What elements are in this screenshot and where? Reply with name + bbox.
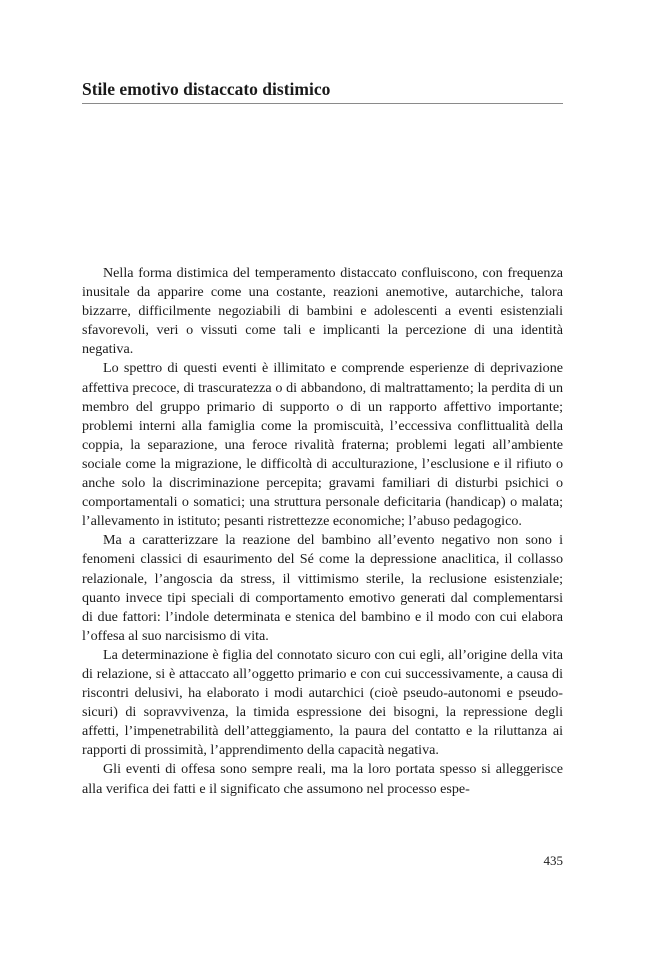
paragraph: Lo spettro di questi eventi è illimitato e comprende esperienze di deprivazione affettiva precoce, di trascuratezza o di abbandono, di maltrattamento; la perdita di un membro del gruppo primario di supporto o di un rapporto affettivo importante; problemi interni alla famiglia come la promiscuità, l’eccessiva conflittualità della coppia, la separazione, una feroce rivalità fraterna; problemi legati all’ambiente sociale come la migrazione, le difficoltà di acculturazione, l’esclusione e il rifiuto o anche solo la discriminazione percepita; gravami familiari di disturbi psichici o comportamentali o somatici; una struttura personale deficitaria (handicap) o malata; l’allevamento in istituto; pesanti ristrettezze economiche; l’abuso pedagogico. — [82, 360, 563, 530]
paragraph: La determinazione è figlia del connotato sicuro con cui egli, all’origine della vita di relazione, si è attaccato all’oggetto primario e con cui successivamente, a causa di riscontri delusivi, ha elaborato i modi autarchici (cioè pseudo-autonomi e pseudo-sicuri) di sopravvivenza, la timida espressione dei bisogni, la repressione degli affetti, l’impenetrabilità dell’atteggiamento, la paura del contatto e la riluttanza ai rapporti di prossimità, l’apprendimento della capacità negativa. — [82, 646, 563, 759]
chapter-title: Stile emotivo distaccato distimico — [82, 79, 331, 99]
title-underline — [82, 103, 563, 104]
page-number: 435 — [543, 853, 563, 868]
body-text — [82, 264, 563, 799]
paragraph: Nella forma distimica del temperamento distaccato confluiscono, con frequenza inusitale da apparire come una costante, reazioni anemotive, autarchiche, talora bizzarre, difficilmente negoziabili di bambini e adolescenti a eventi esistenziali sfavorevoli, veri o vissuti come tali e implicanti la percezione di una identità negativa. — [82, 265, 563, 358]
paragraph: Ma a caratterizzare la reazione del bambino all’evento negativo non sono i fenomeni classici di esaurimento del Sé come la depressione anaclitica, il collasso relazionale, l’angoscia da stress, il vittimismo sterile, la reclusione esistenziale; quanto invece tipi speciali di comportamento emotivo generati dal complementarsi di due fattori: l’indole determinata e stenica del bambino e il modo con cui elabora l’offesa al suo narcisismo di vita. — [82, 532, 563, 644]
paragraph: Gli eventi di offesa sono sempre reali, ma la loro portata spesso si alleggerisce alla verifica dei fatti e il significato che assumono nel processo espe- — [82, 761, 563, 797]
